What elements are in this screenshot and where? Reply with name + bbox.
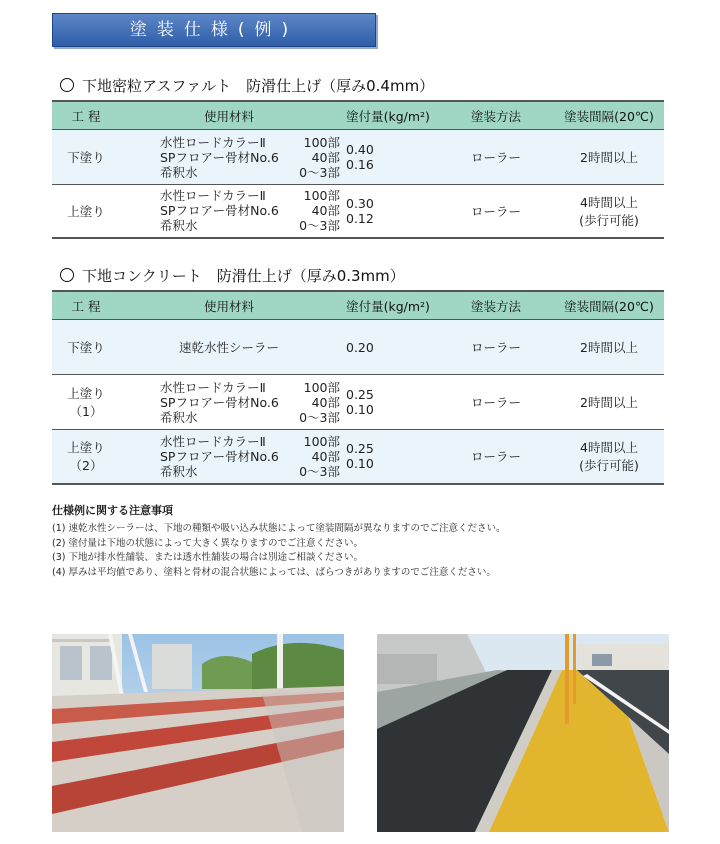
step-label: 下塗り bbox=[67, 340, 105, 355]
material-line bbox=[160, 434, 340, 449]
spec-table-asphalt bbox=[52, 100, 664, 239]
table-row bbox=[52, 185, 664, 238]
material-name: SPフロアー骨材No.6 bbox=[160, 394, 279, 410]
page-banner: 塗装仕様(例) bbox=[52, 13, 376, 47]
material-line bbox=[160, 218, 340, 233]
interval-value: 4時間以上 bbox=[580, 440, 638, 456]
amount-list bbox=[338, 196, 438, 226]
column-header: 塗付量(kg/m²) bbox=[338, 101, 438, 130]
material-name: 希釈水 bbox=[160, 463, 198, 479]
material-name: 水性ロードカラーⅡ bbox=[160, 379, 266, 395]
materials-cell bbox=[120, 430, 338, 484]
material-name: SPフロアー骨材No.6 bbox=[160, 448, 279, 464]
material-parts: 0〜3部 bbox=[299, 218, 340, 234]
column-header: 塗付量(kg/m²) bbox=[338, 291, 438, 320]
table-row bbox=[52, 430, 664, 484]
material-line bbox=[160, 165, 340, 180]
material-name: 希釈水 bbox=[160, 218, 198, 234]
note-item: (4) 厚みは平均値であり、塗料と骨材の混合状態によっては、ばらつきがありますのでご注意ください。 bbox=[52, 566, 496, 578]
method-cell: ローラー bbox=[438, 375, 554, 430]
step-label: 上塗り bbox=[67, 386, 105, 401]
column-header: 塗装方法 bbox=[438, 291, 554, 320]
amount-value: 0.16 bbox=[346, 157, 374, 172]
amount-list bbox=[338, 142, 438, 172]
material-line bbox=[160, 203, 340, 218]
section1-title: 下地密粒アスファルト 防滑仕上げ（厚み0.4mm） bbox=[60, 75, 434, 96]
amount-value: 0.20 bbox=[346, 339, 374, 355]
column-header: 塗装間隔(20℃) bbox=[554, 291, 664, 320]
amount-list bbox=[338, 441, 438, 471]
material-line bbox=[160, 135, 340, 150]
amount-cell bbox=[338, 430, 438, 484]
note-item: (2) 塗付量は下地の状態によって大きく異なりますのでご注意ください。 bbox=[52, 537, 363, 549]
table-row bbox=[52, 130, 664, 185]
material-parts: 100部 bbox=[303, 188, 340, 204]
material-line bbox=[160, 380, 340, 395]
materials-cell bbox=[120, 320, 338, 375]
step-cell bbox=[52, 185, 120, 238]
column-header: 工 程 bbox=[52, 101, 120, 130]
amount-value: 0.40 bbox=[346, 142, 374, 157]
interval-cell bbox=[554, 430, 664, 484]
material-parts: 0〜3部 bbox=[299, 463, 340, 479]
spec-table-concrete bbox=[52, 290, 664, 485]
column-header: 使用材料 bbox=[120, 101, 338, 130]
material-line bbox=[160, 449, 340, 464]
interval-cell bbox=[554, 130, 664, 185]
material-name: 水性ロードカラーⅡ bbox=[160, 188, 266, 204]
material-name: 水性ロードカラーⅡ bbox=[160, 433, 266, 449]
amount-value: 0.25 bbox=[346, 441, 374, 457]
method-cell: ローラー bbox=[438, 430, 554, 484]
step-cell bbox=[52, 430, 120, 484]
materials-list bbox=[120, 188, 338, 233]
amount-cell bbox=[338, 130, 438, 185]
material-name: SPフロアー骨材No.6 bbox=[160, 203, 279, 219]
material-line bbox=[160, 410, 340, 425]
material-name: 希釈水 bbox=[160, 164, 198, 180]
interval-cell bbox=[554, 320, 664, 375]
material-parts: 100部 bbox=[303, 379, 340, 395]
step-label: （2） bbox=[69, 458, 103, 474]
amount-value: 0.12 bbox=[346, 210, 374, 226]
materials-cell bbox=[120, 375, 338, 430]
material-name: 水性ロードカラーⅡ bbox=[160, 134, 266, 150]
material-name: 速乾水性シーラー bbox=[178, 340, 279, 355]
interval-cell bbox=[554, 375, 664, 430]
amount-cell bbox=[338, 320, 438, 375]
interval-value: 2時間以上 bbox=[580, 395, 638, 410]
step-label: 上塗り bbox=[67, 203, 105, 219]
materials-list bbox=[120, 380, 338, 425]
table-header-row bbox=[52, 101, 664, 130]
photo-yellow-sidewalk bbox=[377, 634, 669, 832]
section2-title: 下地コンクリート 防滑仕上げ（厚み0.3mm） bbox=[60, 265, 405, 286]
circle-bullet-icon bbox=[60, 78, 74, 92]
column-header: 使用材料 bbox=[120, 291, 338, 320]
amount-cell bbox=[338, 185, 438, 238]
notes-list bbox=[52, 522, 505, 580]
material-line bbox=[160, 150, 340, 165]
method-cell: ローラー bbox=[438, 130, 554, 185]
note-item: (1) 速乾水性シーラーは、下地の種類や吸い込み状態によって塗装間隔が異なりますのでご注意ください。 bbox=[52, 523, 506, 534]
step-label: 下塗り bbox=[67, 150, 105, 165]
material-parts: 40部 bbox=[311, 394, 340, 410]
material-parts: 100部 bbox=[303, 134, 340, 150]
note-item: (3) 下地が排水性舗装、または透水性舗装の場合は別途ご相談ください。 bbox=[52, 552, 363, 563]
interval-value: (歩行可能) bbox=[579, 212, 639, 228]
interval-value: 2時間以上 bbox=[580, 340, 638, 355]
materials-cell bbox=[120, 185, 338, 238]
materials-list bbox=[120, 135, 338, 180]
method-cell: ローラー bbox=[438, 185, 554, 238]
table-row bbox=[52, 320, 664, 375]
material-line bbox=[160, 464, 340, 479]
amount-list bbox=[338, 340, 438, 355]
column-header: 塗装間隔(20℃) bbox=[554, 101, 664, 130]
step-cell bbox=[52, 320, 120, 375]
interval-value: 4時間以上 bbox=[580, 194, 638, 210]
material-name: 希釈水 bbox=[160, 409, 198, 425]
amount-value: 0.10 bbox=[346, 456, 374, 472]
material-parts: 0〜3部 bbox=[299, 164, 340, 180]
table-header-row bbox=[52, 291, 664, 320]
table-row bbox=[52, 375, 664, 430]
photo-walkway-stripes bbox=[52, 634, 344, 832]
step-label: 上塗り bbox=[67, 440, 105, 456]
circle-bullet-icon bbox=[60, 268, 74, 282]
amount-value: 0.10 bbox=[346, 402, 374, 417]
amount-cell bbox=[338, 375, 438, 430]
amount-list bbox=[338, 387, 438, 417]
materials-list bbox=[120, 434, 338, 479]
interval-value: 2時間以上 bbox=[580, 150, 638, 165]
material-line bbox=[160, 395, 340, 410]
amount-value: 0.30 bbox=[346, 195, 374, 211]
interval-value: (歩行可能) bbox=[579, 458, 639, 474]
amount-value: 0.25 bbox=[346, 387, 374, 402]
material-parts: 100部 bbox=[303, 433, 340, 449]
column-header: 工 程 bbox=[52, 291, 120, 320]
materials-cell bbox=[120, 130, 338, 185]
method-cell: ローラー bbox=[438, 320, 554, 375]
material-parts: 40部 bbox=[311, 448, 340, 464]
step-label: （1） bbox=[69, 404, 103, 419]
material-parts: 0〜3部 bbox=[299, 409, 340, 425]
step-cell bbox=[52, 130, 120, 185]
notes-title: 仕様例に関する注意事項 bbox=[52, 504, 173, 517]
material-line bbox=[160, 188, 340, 203]
column-header: 塗装方法 bbox=[438, 101, 554, 130]
interval-cell bbox=[554, 185, 664, 238]
material-name: SPフロアー骨材No.6 bbox=[160, 149, 279, 165]
step-cell bbox=[52, 375, 120, 430]
material-parts: 40部 bbox=[311, 149, 340, 165]
material-parts: 40部 bbox=[311, 203, 340, 219]
